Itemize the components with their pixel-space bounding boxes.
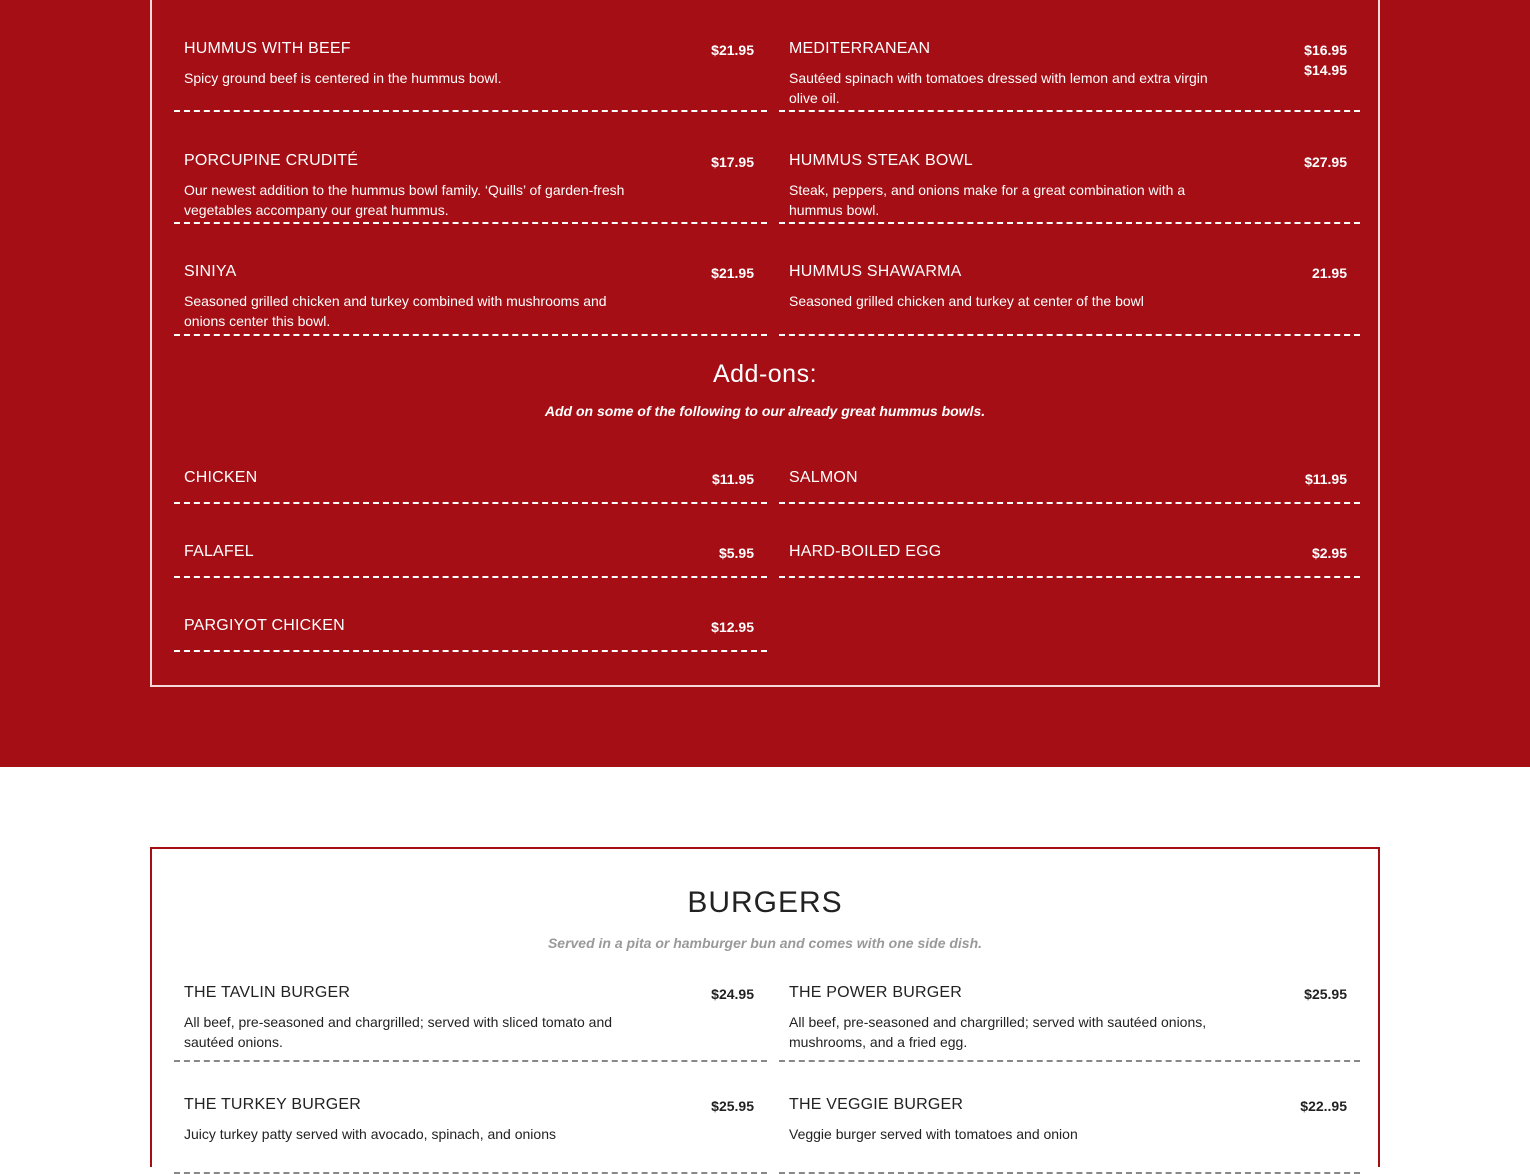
menu-item-porcupine-crudite: [174, 152, 767, 224]
item-description: Our newest addition to the hummus bowl family. ‘Quills’ of garden-fresh vegetables accompany our great hummus.: [184, 182, 625, 218]
item-name: HUMMUS STEAK BOWL: [789, 152, 973, 169]
item-price: $11.95: [1304, 471, 1347, 487]
item-price: $24.95: [711, 986, 754, 1002]
item-description: Veggie burger served with tomatoes and onion: [789, 1126, 1078, 1142]
addon-item-falafel: [174, 543, 767, 578]
item-price: $25.95: [1304, 986, 1347, 1002]
menu-item-hummus-shawarma: [779, 263, 1360, 336]
item-price: $12.95: [711, 619, 754, 635]
item-price: $2.95: [1311, 545, 1347, 561]
item-price: $17.95: [711, 154, 754, 170]
burgers-title: BURGERS: [687, 886, 843, 919]
menu-item-power-burger: [779, 984, 1360, 1062]
item-description: All beef, pre-seasoned and chargrilled; served with sautéed onions, mushrooms, and a fried egg.: [789, 1014, 1207, 1050]
item-name: MEDITERRANEAN: [789, 40, 931, 57]
item-description: Juicy turkey patty served with avocado, spinach, and onions: [184, 1126, 556, 1142]
menu-item-hummus-steak-bowl: [779, 152, 1360, 224]
item-name: PORCUPINE CRUDITÉ: [184, 152, 359, 169]
hummus-menu-box: [150, 0, 1380, 687]
menu-item-siniya: [174, 263, 767, 336]
item-name: THE VEGGIE BURGER: [789, 1096, 964, 1113]
item-name: THE TURKEY BURGER: [184, 1096, 362, 1113]
item-price-alt: $14.95: [1304, 62, 1347, 78]
menu-item-tavlin-burger: [174, 984, 767, 1062]
addon-item-hard-boiled-egg: [779, 543, 1360, 578]
item-price: $5.95: [718, 545, 754, 561]
addon-item-salmon: [779, 469, 1360, 504]
item-name: THE POWER BURGER: [789, 984, 962, 1001]
addon-item-chicken: [174, 469, 767, 504]
item-name: SINIYA: [184, 263, 237, 280]
item-description: Seasoned grilled chicken and turkey combined with mushrooms and onions center this bowl.: [184, 293, 607, 329]
item-name: HARD-BOILED EGG: [789, 543, 942, 560]
menu-item-hummus-with-beef: [174, 40, 767, 112]
menu-item-veggie-burger: [779, 1096, 1360, 1174]
item-name: THE TAVLIN BURGER: [184, 984, 351, 1001]
item-name: PARGIYOT CHICKEN: [184, 617, 345, 634]
item-name: HUMMUS SHAWARMA: [789, 263, 962, 280]
item-price: $22..95: [1300, 1098, 1347, 1114]
item-price: $27.95: [1304, 154, 1347, 170]
item-price: $21.95: [711, 265, 754, 281]
item-description: Spicy ground beef is centered in the hummus bowl.: [184, 70, 502, 86]
menu-item-mediterranean: [779, 40, 1360, 112]
item-price: $21.95: [711, 42, 754, 58]
item-name: HUMMUS WITH BEEF: [184, 40, 351, 57]
addon-item-pargiyot-chicken: [174, 617, 767, 652]
item-price: $25.95: [711, 1098, 754, 1114]
item-name: FALAFEL: [184, 543, 254, 560]
menu-item-turkey-burger: [174, 1096, 767, 1174]
item-description: Seasoned grilled chicken and turkey at center of the bowl: [789, 293, 1144, 309]
item-price: $16.95: [1304, 42, 1347, 58]
addons-title: Add-ons:: [712, 360, 818, 388]
item-description: Sautéed spinach with tomatoes dressed with lemon and extra virgin olive oil.: [789, 70, 1208, 106]
item-description: Steak, peppers, and onions make for a great combination with a hummus bowl.: [789, 182, 1186, 218]
burgers-subtitle: Served in a pita or hamburger bun and comes with one side dish.: [547, 935, 983, 951]
burgers-menu-box: [150, 847, 1380, 1167]
item-name: SALMON: [789, 469, 858, 486]
item-description: All beef, pre-seasoned and chargrilled; served with sliced tomato and sautéed onions.: [184, 1014, 613, 1050]
addons-subtitle: Add on some of the following to our already great hummus bowls.: [544, 403, 986, 419]
item-price: $11.95: [711, 471, 754, 487]
item-name: CHICKEN: [184, 469, 258, 486]
item-price: 21.95: [1311, 265, 1347, 281]
